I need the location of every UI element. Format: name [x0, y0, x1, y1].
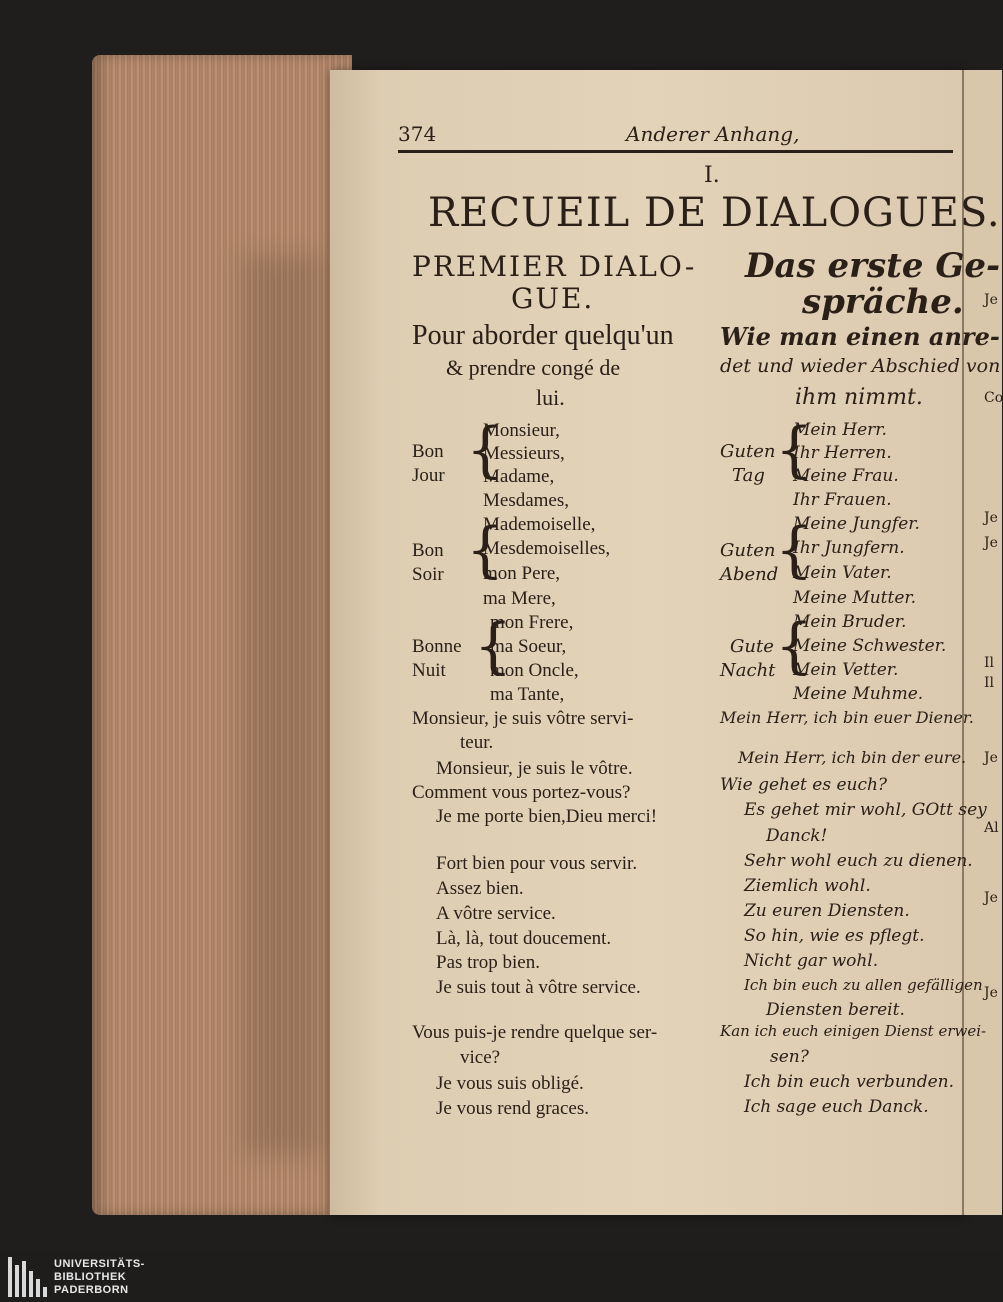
- dialogue-line: Là, là, tout doucement.: [436, 928, 612, 949]
- next-page-text: Il: [984, 675, 995, 691]
- list-item: ma Soeur,: [490, 636, 567, 657]
- next-page-text: Je: [984, 535, 998, 551]
- list-item: Mein Vetter.: [793, 660, 899, 680]
- dialogue-line: Ich sage euch Danck.: [744, 1097, 929, 1117]
- list-item: Ihr Herren.: [793, 443, 892, 463]
- dialogue-line: Monsieur, je suis le vôtre.: [436, 758, 633, 779]
- library-logo-icon: [8, 1257, 48, 1297]
- dialogue-line: Je me porte bien,Dieu merci!: [436, 806, 658, 827]
- list-item: Meine Jungfer.: [793, 514, 920, 534]
- greeting-word: Nacht: [720, 660, 776, 681]
- dialogue-line: Monsieur, je suis vôtre servi-: [412, 708, 634, 729]
- brace-icon: {: [474, 611, 513, 681]
- list-item: Mein Bruder.: [793, 612, 907, 632]
- greeting-word: Soir: [412, 564, 444, 585]
- list-item: mon Oncle,: [490, 660, 579, 681]
- section-number: I.: [704, 163, 720, 188]
- footer-bar: [0, 1252, 1000, 1302]
- list-item: mon Pere,: [483, 563, 561, 584]
- list-item: Ihr Frauen.: [793, 490, 892, 510]
- next-page-text: Il: [984, 655, 995, 671]
- list-item: Meine Schwester.: [793, 636, 947, 656]
- next-page-text: Je: [984, 890, 998, 906]
- dialogue-line: Diensten bereit.: [766, 1000, 905, 1020]
- brace-icon: {: [466, 515, 505, 585]
- dialogue-line: Mein Herr, ich bin euer Diener.: [720, 708, 974, 727]
- greeting-word: Abend: [720, 564, 779, 585]
- page-number: 374: [398, 122, 437, 146]
- list-item: Mein Vater.: [793, 563, 892, 583]
- list-item: Mademoiselle,: [483, 514, 596, 535]
- next-page-text: Je: [984, 985, 998, 1001]
- list-item: ma Mere,: [483, 588, 556, 609]
- next-page-text: Je: [984, 510, 998, 526]
- book-page-edges: [92, 55, 352, 1215]
- dialogue-line: Sehr wohl euch zu dienen.: [744, 851, 973, 871]
- french-heading: GUE.: [511, 282, 595, 315]
- dialogue-line: Comment vous portez-vous?: [412, 782, 631, 803]
- list-item: Mesdames,: [483, 490, 570, 511]
- brace-icon: {: [466, 415, 505, 485]
- french-subheading: Pour aborder quelqu'un: [412, 320, 674, 351]
- list-item: ma Tante,: [490, 684, 565, 705]
- german-heading: spräche.: [802, 282, 964, 322]
- german-subheading: ihm nimmt.: [795, 385, 923, 410]
- dialogue-line: A vôtre service.: [436, 903, 556, 924]
- next-page-text: Je: [984, 750, 998, 766]
- greeting-word: Guten: [720, 441, 776, 462]
- dialogue-line: Vous puis-je rendre quelque ser-: [412, 1022, 658, 1043]
- library-name: PADERBORN: [54, 1284, 129, 1296]
- dialogue-line: Ziemlich wohl.: [744, 876, 871, 896]
- dialogue-line: Assez bien.: [436, 878, 524, 899]
- dialogue-line: Je vous suis obligé.: [436, 1073, 584, 1094]
- brace-icon: {: [775, 415, 814, 485]
- german-subheading: Wie man einen anre-: [720, 322, 1000, 351]
- greeting-word: Guten: [720, 540, 776, 561]
- greeting-word: Bonne: [412, 636, 462, 657]
- dialogue-line: Wie gehet es euch?: [720, 775, 888, 795]
- list-item: Mein Herr.: [793, 420, 887, 440]
- running-title: Anderer Anhang,: [626, 122, 800, 146]
- dialogue-line: Je suis tout à vôtre service.: [436, 977, 641, 998]
- dialogue-line: Ich bin euch zu allen gefälligen: [744, 976, 983, 994]
- dialogue-line: Es gehet mir wohl, GOtt sey: [744, 800, 987, 820]
- greeting-word: Gute: [730, 636, 774, 657]
- next-page-text: Co: [984, 390, 1003, 406]
- list-item: Meine Frau.: [793, 466, 899, 486]
- greeting-word: Tag: [732, 465, 765, 486]
- next-page-fragment: [962, 70, 1002, 1215]
- list-item: Meine Mutter.: [793, 588, 917, 608]
- dialogue-line: vice?: [460, 1047, 501, 1068]
- dialogue-line: Fort bien pour vous servir.: [436, 853, 638, 874]
- brace-icon: {: [775, 611, 814, 681]
- dialogue-line: Nicht gar wohl.: [744, 951, 879, 971]
- list-item: Ihr Jungfern.: [793, 538, 905, 558]
- next-page-text: Al: [984, 820, 999, 836]
- german-heading: Das erste Ge-: [745, 246, 1001, 286]
- list-item: mon Frere,: [490, 612, 574, 633]
- list-item: Madame,: [483, 466, 555, 487]
- page-title: RECUEIL DE DIALOGUES.: [428, 190, 1001, 236]
- french-heading: PREMIER DIALO-: [412, 250, 697, 283]
- dialogue-line: Kan ich euch einigen Dienst erwei-: [720, 1022, 987, 1040]
- list-item: Mesdemoiselles,: [483, 538, 611, 559]
- dialogue-line: teur.: [460, 732, 494, 753]
- french-subheading: & prendre congé de: [446, 355, 621, 380]
- dialogue-line: So hin, wie es pflegt.: [744, 926, 925, 946]
- greeting-word: Bon: [412, 441, 444, 462]
- greeting-word: Jour: [412, 465, 445, 486]
- dialogue-line: Danck!: [766, 826, 828, 846]
- dialogue-line: sen?: [770, 1047, 809, 1067]
- dialogue-line: Zu euren Diensten.: [744, 901, 910, 921]
- greeting-word: Nuit: [412, 660, 446, 681]
- french-subheading: lui.: [536, 385, 565, 410]
- next-page-text: Je: [984, 292, 998, 308]
- brace-icon: {: [775, 515, 814, 585]
- dialogue-line: Mein Herr, ich bin der eure.: [738, 748, 967, 767]
- library-name: UNIVERSITÄTS-: [54, 1258, 145, 1270]
- library-name: BIBLIOTHEK: [54, 1271, 127, 1283]
- list-item: Monsieur,: [483, 420, 560, 441]
- german-subheading: det und wieder Abschied von: [720, 355, 1001, 377]
- dialogue-line: Je vous rend graces.: [436, 1098, 590, 1119]
- list-item: Messieurs,: [483, 443, 565, 464]
- header-rule: [398, 150, 953, 153]
- dialogue-line: Ich bin euch verbunden.: [744, 1072, 955, 1092]
- dialogue-line: Pas trop bien.: [436, 952, 540, 973]
- list-item: Meine Muhme.: [793, 684, 924, 704]
- greeting-word: Bon: [412, 540, 444, 561]
